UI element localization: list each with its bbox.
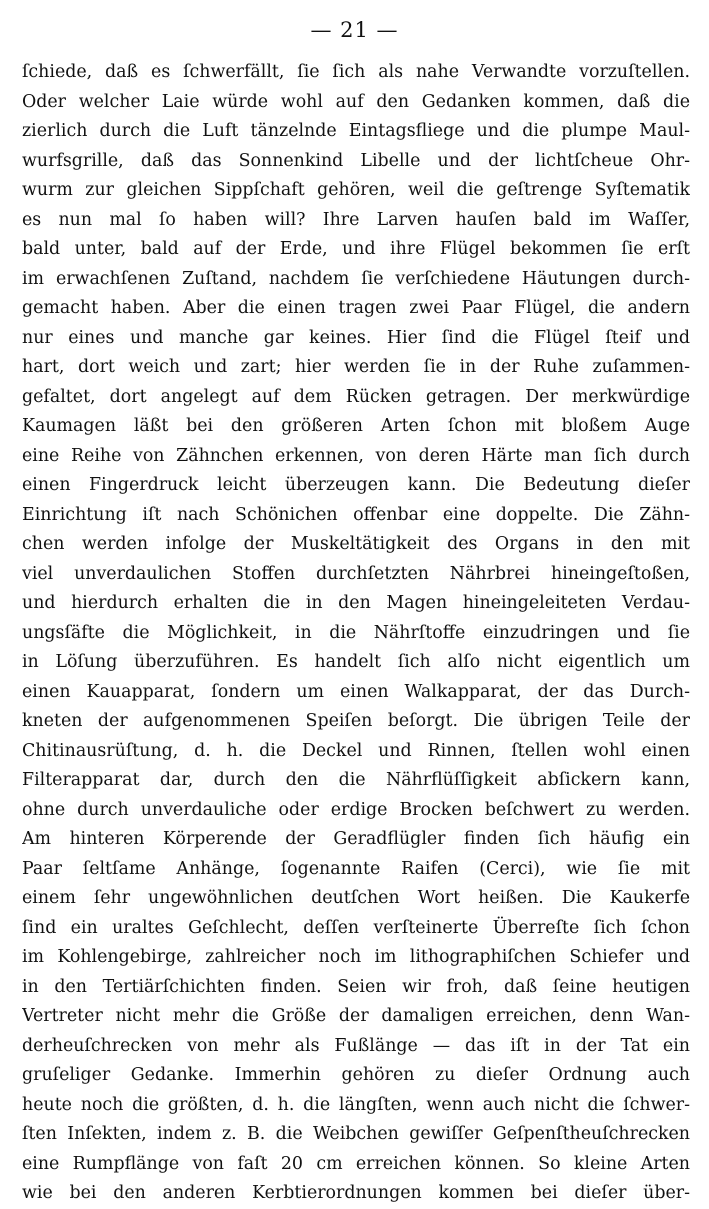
text-line: Am hinteren Körperende der Geradflügler finden ſich häufig ein	[22, 829, 690, 849]
text-line: Einrichtung iſt nach Schönichen offenbar eine doppelte. Die Zähn-	[22, 504, 690, 525]
body-text	[22, 58, 690, 1209]
text-line: gemacht haben. Aber die einen tragen zwei Paar Flügel, die andern	[22, 298, 690, 318]
text-line: zierlich durch die Luft tänzelnde Eintagsfliege und die plumpe Maul-	[22, 121, 690, 141]
text-line: heute noch die größten, d. h. die längſten, wenn auch nicht die ſchwer-	[22, 1094, 690, 1115]
text-line: chen werden infolge der Muskeltätigkeit des Organs in den mit	[22, 534, 690, 554]
text-line: kneten der aufgenommenen Speiſen beſorgt. Die übrigen Teile der	[22, 711, 690, 731]
text-line: eine Rumpflänge von faſt 20 cm erreichen können. So kleine Arten	[22, 1153, 690, 1174]
text-line: und hierdurch erhalten die in den Magen hineingeleiteten Verdau-	[22, 593, 690, 613]
text-line: einem ſehr ungewöhnlichen deutſchen Wort heißen. Die Kaukerfe	[22, 888, 690, 908]
text-line: ſind ein uraltes Geſchlecht, deſſen verſteinerte Überreſte ſich ſchon	[22, 917, 690, 938]
text-line: wurfsgrille, daß das Sonnenkind Libelle und der lichtſcheue Ohr-	[22, 150, 690, 171]
text-line: es nun mal ſo haben will? Ihre Larven hauſen bald im Waſſer,	[22, 209, 690, 230]
text-line: Chitinausrüſtung, d. h. die Deckel und Rinnen, ſtellen wohl einen	[22, 740, 690, 761]
text-line: Kaumagen läßt bei den größeren Arten ſchon mit bloßem Auge	[22, 416, 690, 436]
text-line: gefaltet, dort angelegt auf dem Rücken getragen. Der merkwürdige	[22, 386, 690, 407]
text-line: Filterapparat dar, durch den die Nährflüſſigkeit abſickern kann,	[22, 770, 690, 790]
text-line: wurm zur gleichen Sippſchaft gehören, weil die geſtrenge Syſtematik	[22, 180, 690, 200]
page-number: — 21 —	[310, 18, 399, 42]
text-line: ſten Inſekten, indem z. B. die Weibchen gewiſſer Geſpenſtheuſchrecken	[22, 1124, 690, 1144]
text-line: viel unverdaulichen Stoffen durchſetzten Nährbrei hineingeſtoßen,	[22, 563, 690, 584]
text-line: Vertreter nicht mehr die Größe der damaligen erreichen, denn Wan-	[22, 1006, 690, 1026]
text-line: Oder welcher Laie würde wohl auf den Gedanken kommen, daß die	[22, 91, 690, 112]
text-line: ungsſäfte die Möglichkeit, in die Nährſtoffe einzudringen und ſie	[22, 622, 690, 643]
text-line: gruſeliger Gedanke. Immerhin gehören zu dieſer Ordnung auch	[22, 1065, 690, 1085]
text-line: im Kohlengebirge, zahlreicher noch im lithographiſchen Schiefer und	[22, 947, 690, 967]
text-line: im erwachſenen Zuſtand, nachdem ſie verſchiedene Häutungen durch-	[22, 268, 690, 289]
text-line: ohne durch unverdauliche oder erdige Brocken beſchwert zu werden.	[22, 799, 690, 820]
text-line: Paar ſeltſame Anhänge, ſogenannte Raifen (Cerci), wie ſie mit	[22, 858, 690, 879]
text-line: derheuſchrecken von mehr als Fußlänge — das iſt in der Tat ein	[22, 1035, 690, 1056]
text-line: einen Fingerdruck leicht überzeugen kann. Die Bedeutung dieſer	[22, 475, 690, 495]
text-line: nur eines und manche gar keines. Hier ſind die Flügel ſteif und	[22, 327, 690, 348]
text-line: ſchiede, daß es ſchwerfällt, ſie ſich als nahe Verwandte vorzuſtellen.	[22, 62, 690, 82]
text-line: in den Tertiärſchichten finden. Seien wir froh, daß ſeine heutigen	[22, 976, 690, 997]
text-line: einen Kauapparat, ſondern um einen Walkapparat, der das Durch-	[22, 681, 690, 702]
text-line: bald unter, bald auf der Erde, und ihre Flügel bekommen ſie erſt	[22, 239, 690, 259]
text-line: eine Reihe von Zähnchen erkennen, von deren Härte man ſich durch	[22, 445, 690, 466]
text-line: in Löſung überzuführen. Es handelt ſich alſo nicht eigentlich um	[22, 652, 690, 672]
text-line: wie bei den anderen Kerbtierordnungen kommen bei dieſer über-	[22, 1183, 690, 1203]
text-line: hart, dort weich und zart; hier werden ſie in der Ruhe zuſammen-	[22, 357, 690, 377]
